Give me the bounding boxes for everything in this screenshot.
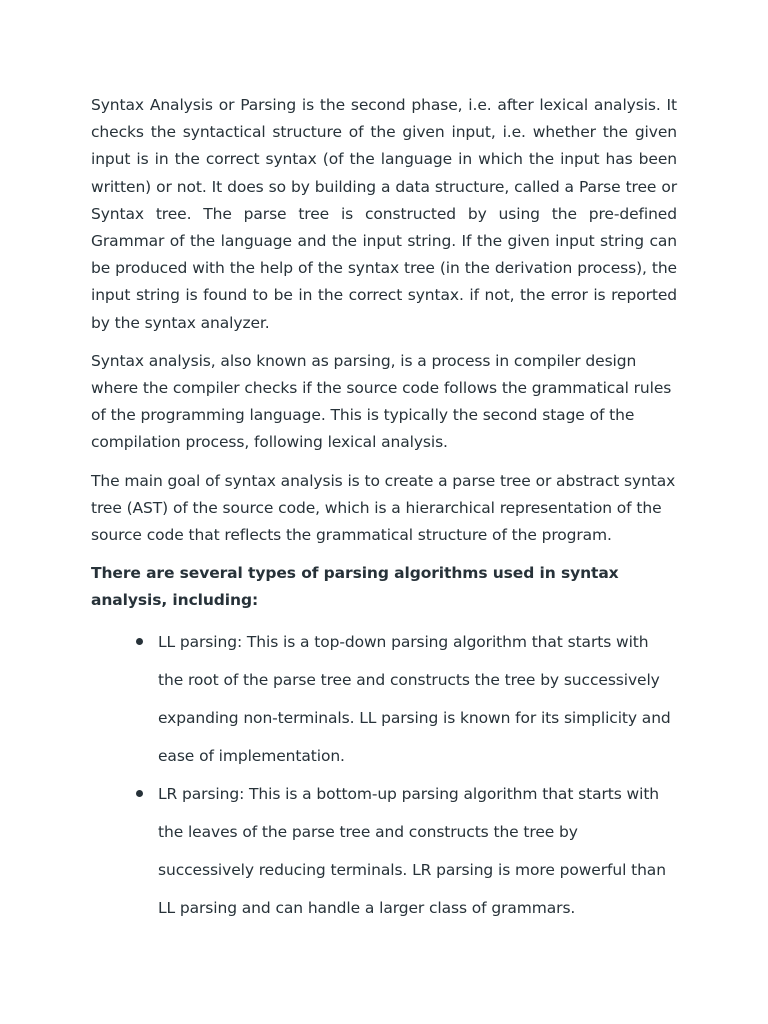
list-item-lr-parsing [136,775,677,927]
parsing-algorithms-list [91,623,677,927]
section-heading-parsing-types: There are several types of parsing algorithms used in syntax analysis, including: [91,564,619,610]
list-item-ll-parsing [136,623,677,775]
bullet-icon [136,638,143,645]
paragraph-main-goal: The main goal of syntax analysis is to create a parse tree or abstract syntax tree (AST) of the source code, which is a hierarchical representation of the source code that reflects the grammatical structure of the program. [91,471,676,545]
paragraph-syntax-analysis-definition: Syntax Analysis or Parsing is the second phase, i.e. after lexical analysis. It checks the syntactical structure of the given input, i.e. whether the given input is in the correct syntax (of the language in which the input has been written) or not. It does so by building a data structure, called a Parse tree or Syntax tree. The parse tree is constructed by using the pre-defined Grammar of the language and the input string. If the given input string can be produced with the help of the syntax tree (in the derivation process), the input string is found to be in the correct syntax. if not, the error is reported by the syntax analyzer. [91,96,677,332]
paragraph-parsing-overview: Syntax analysis, also known as parsing, is a process in compiler design where the compiler checks if the source code follows the grammatical rules of the programming language. This is typically the second stage of the compilation process, following lexical analysis. [91,351,672,452]
bullet-icon [136,790,143,797]
list-item-text: LR parsing: This is a bottom-up parsing algorithm that starts with the leaves of the parse tree and constructs the tree by successively reducing terminals. LR parsing is more powerful than LL parsing and can handle a larger class of grammars. [158,784,666,917]
list-item-text: LL parsing: This is a top-down parsing algorithm that starts with the root of the parse tree and constructs the tree by successively expanding non-terminals. LL parsing is known for its simplicity and ease of implementation. [158,632,671,765]
